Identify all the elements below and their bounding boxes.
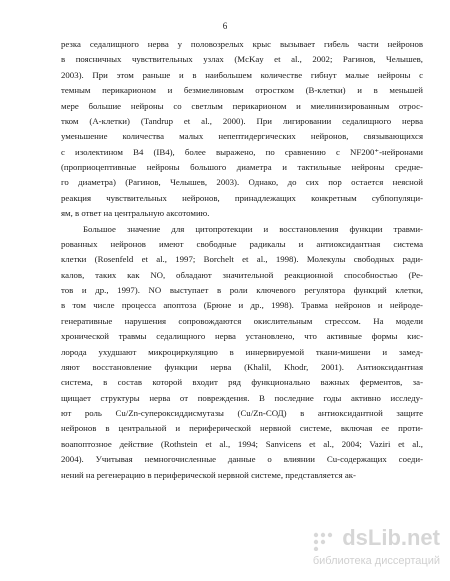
text-line: ям, в ответ на центральную аксотомию. (61, 208, 210, 219)
text-line: клетки (Rosenfeld et al., 1997; Borchelt et al., 1998). Молекулы свободных ради- (61, 254, 423, 265)
document-body (61, 37, 423, 483)
paragraph (61, 37, 423, 222)
watermark-dots-icon (312, 531, 336, 551)
text-line: калов, таких как NO, обладают значительной реакционной способностью (Ре- (61, 269, 423, 280)
text-line: мере большие нейроны со светлым перикарионом и миелинизированным отрос- (61, 100, 423, 111)
text-line: рованных нейронов имеют свободные радикалы и антиоксидантная система (61, 238, 423, 249)
watermark (240, 525, 440, 573)
text-line: с изолектином В4 (IB4), более выражено, по сравнению с NF200⁺-нейронами (61, 146, 423, 157)
text-line: нений на регенерацию в периферической нервной системе, представляется ак- (61, 469, 356, 480)
text-line: (проприоцептивные нейроны большого диаметра и тактильные нейроны средне- (61, 162, 423, 172)
text-line: Большое значение для цитопротекции и восстановления функции травми- (83, 223, 423, 234)
text-line: 2004). Учитывая немногочисленные данные о влиянии Cu-содержащих соеди- (61, 454, 423, 465)
text-line: темным перикарионом и безмиелиновым отростком (В-клетки) и в меньшей (61, 85, 423, 96)
text-line: тком (А-клетки) (Tandrup et al., 2000). При лигировании седалищного нерва (61, 115, 423, 126)
text-line: резка седалищного нерва у половозрелых крыс вызывает гибель части нейронов (61, 39, 423, 49)
text-line: ют роль Cu/Zn-супероксиддисмутазы (Cu/Zn-СОД) в антиоксидантной защите (61, 408, 423, 418)
paragraph (61, 222, 423, 483)
text-line: тов и др., 1997). NO выступает в роли ключевого регулятора функций клетки, (61, 285, 423, 295)
watermark-logo: dsLib.net (342, 525, 440, 550)
text-line: хронической травмы седалищного нерва установлено, что активные формы кис- (61, 331, 423, 342)
text-line: нейронов в центральной и периферической нервной системе, включая ее проти- (61, 423, 423, 434)
text-line: уменьшение количества малых непептидергических нейронов, связывающихся (61, 131, 423, 142)
page-number: 6 (222, 21, 228, 31)
text-line: щищает структуры нерва от повреждения. В последние годы активно исследу- (61, 392, 423, 403)
text-line: го диаметра) (Рагинов, Челышев, 2003). Однако, до сих пор остается неясной (61, 177, 423, 188)
text-line: реакция чувствительных нейронов, принадлежащих конкретным субпопуляци- (61, 192, 423, 203)
text-line: 2003). При этом раньше и в наибольшем количестве гибнут малые нейроны с (61, 69, 423, 80)
text-line: в поясничных чувствительных узлах (McKay et al., 2002; Рагинов, Челышев, (61, 54, 423, 65)
text-line: генеративные нарушения сопровождаются окислительным стрессом. На модели (61, 315, 423, 326)
watermark-tagline: библиотека диссертаций (312, 555, 440, 567)
text-line: воапоптозное действие (Rothstein et al., 1994; Sanvicens et al., 2004; Vaziri et al., (61, 438, 423, 449)
text-line: в том числе процесса апоптоза (Брюне и др., 1998). Травма нейронов и нейроде- (61, 300, 423, 311)
text-line: система, в состав которой входит ряд функционально важных ферментов, за- (61, 377, 423, 388)
text-line: ляют восстановление функции нерва (Khalil, Khodr, 2001). Антиоксидантная (61, 361, 423, 372)
text-line: лорода ухудшают микроциркуляцию в иннервируемой ткани-мишени и замед- (61, 346, 423, 357)
